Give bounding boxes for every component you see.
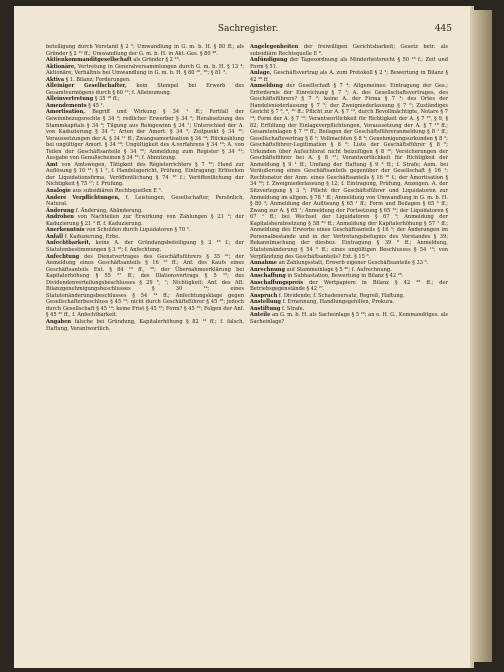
index-entry <box>250 57 448 70</box>
index-entry-term: Anfechtbarkeit, <box>46 240 91 247</box>
index-entry-text: Vertretung in Generalversammlungen durch G. m. b. H. § 13 ⁴; Aktionäre, Verhältnis bei Umwandlung in G. m. b. H. § 80 ¹⁸, ³⁵; § 81 ³. <box>46 63 244 77</box>
index-entry-term: Annahme <box>250 260 277 267</box>
index-entry-text: der Tagesordnung als Minderheitsrecht § 50 ¹⁸ f.; Zeit und Form § 51. <box>250 57 448 70</box>
index-entry-term: Aktionäre, <box>46 63 76 70</box>
index-entry <box>46 240 244 253</box>
index-entry-text: des Dienstvertrages des Geschäftsführers § 35 ⁴¹; der Anmeldung eines Geschäftsanteils § 16 ¹⁵ ff.; Anf. des Kaufs eines Geschäftsanteils Ext. § 84 ¹³ ff., ²⁶; der Übernahmeerklärung bei Kapitalerhöhung § 55 ²⁷ ff.; des Illationsvertrags § 5 ¹⁵; des Dividendenverteilungsbeschlusses § 29 ⁵, ⁷; Nichtigkeit; Anf. des Aft. Bilanzgenehmigungsbeschlusses § 30 ¹⁴; eines Statutenänderungsbeschlusses § 54 ¹⁴ ff.; Anfechtungsklage gegen Gesellschafterbeschluss § 45 ¹²; nicht durch Geschäftsführer § 45 ¹⁸; jedoch durch Gesellschaft § 45 ¹⁴; keine Frist § 45 ¹⁸; Form? § 45 ²²; Folgen der Anf. § 45 ²⁵ ff., f. Anfechtbarkeit. <box>46 253 244 319</box>
index-entry-text: f. Änderung, Abänderung. <box>75 207 143 214</box>
index-entry-term: Anlage, <box>250 70 272 77</box>
index-entry-text: der Wertpapiere in Bilanz § 42 ²⁸ ff.; der Betriebsgegenstände § 42 ²⁷. <box>250 279 449 293</box>
index-entry-term: Anstellung <box>250 299 281 306</box>
index-entry-term: Anspruch <box>250 292 278 299</box>
index-entry <box>46 162 244 188</box>
index-entry-term: Aktiva <box>46 76 65 83</box>
index-entry-term: Analogie <box>46 188 72 195</box>
index-entry-text: keine A. der Gründungsbeteiligung § 2 ¹⁸ f.; der Statutenbestimmungen § 3 ¹⁸; f. Anfechtung. <box>46 240 244 253</box>
index-entry-text: in Subhastation, Bewertung in Bilanz § 42 ²⁸. <box>287 273 404 280</box>
index-entry-text: als Gründer § 2 ¹⁵. <box>133 57 181 64</box>
index-column-left <box>46 44 244 332</box>
page-header <box>44 24 452 38</box>
index-entry-text: Begriff und Wirkung § 34 ¹ ff.; Fortfall der Gewinnbezugsrechte § 34 ⁹; redlicher Erwerber § 34 ⁵; Herabsetzung des Stammkapitals § 34 ⁶; Tilgung aus Reingewinn § 34 ⁷; Unterschied der A. von Kaduzierung § 34 ⁸; Arten der Amort. § 34 ⁹; Zeitpunkt § 34 ¹⁰; Voraussetzungen der A. § 34 ¹¹ ff.; Zwangsamortisation § 34 ¹⁴; Rückzahlung bei ungültiger Amort. § 34 ¹⁶; Ungültigkeit des A.verfahrens § 34 ¹⁸; A. von Teilen der Geschäftsanteile § 34 ²⁰; Anmeldung zum Register § 34 ²¹; Ausgabe von Genußscheinen § 34 ²²; f. Abnutzung. <box>46 109 244 162</box>
index-entry <box>46 64 244 77</box>
index-entry-text: falsche bei Gründung, Kapitalerhöhung § 82 ¹³ ff.; f. falsch, Haftung, Verantwortlich. <box>46 318 245 332</box>
index-entry <box>250 70 448 83</box>
index-column-right <box>250 44 448 326</box>
index-entry-term: Androhen <box>46 214 74 221</box>
index-entry <box>250 312 448 325</box>
index-entry <box>250 280 448 293</box>
index-entry-term: Anrechnung <box>250 266 286 273</box>
index-entry-text: von Nachteilen zur Erwirkung von Zahlungen § 21 ²; der Kaduzierung § 21 ³ ff. f. Kaduzierung. <box>46 214 245 227</box>
page-edge <box>470 10 492 662</box>
index-entry-term: Anfündigung <box>250 57 288 64</box>
index-entry-term: Anfechtung <box>46 253 80 260</box>
index-entry-text: f. Strafe. <box>281 305 305 312</box>
index-entry-term: Änderung <box>46 207 75 214</box>
index-entry-text: beteiligung durch Vorstand § 2 ²; Umwandlung in G. m. b. H. § 80 ff.; als Gründer § 2 ¹⁰ ff.; Umwandlung der G. m. b. H. in Akt.-Ges. § 80 ⁴⁶. <box>46 44 244 57</box>
index-entry <box>46 319 244 332</box>
index-entry-term: Anstiftung <box>250 305 281 312</box>
index-entry-text: f. Dividende; f. Schadenersatz, Regreß, Haftung. <box>278 292 405 299</box>
index-entry <box>250 44 448 57</box>
index-entry-term: Amendements <box>46 102 87 109</box>
index-entry <box>46 109 244 161</box>
index-entry <box>46 254 244 319</box>
index-entry-term: Anmeldung <box>250 83 283 90</box>
index-entry-term: Anteile <box>250 312 271 319</box>
index-entry-text: von Amtswegen, Tätigkeit des Registerrichters § 7 ¹⁸; Hand zur Auflösung § 10 ¹³; § 1 ², f. Handelsgericht, Prüfung, Eintragung; Erlöschen der Liquidationsfirma, Veröffentlichung § 74 ¹⁸ f.; Veröffentlichung der Nichtigkeit § 75 ¹⁷; f. Prüfung. <box>46 161 244 188</box>
index-entry <box>46 195 244 208</box>
index-entry-term: Amt <box>46 161 58 168</box>
index-entry-text: von Schulden durch Liquidatoren § 70 ³. <box>86 227 191 234</box>
index-entry-text: f. Ernennung, Handlungsgehilfen, Prokura. <box>282 299 395 306</box>
index-entry-text: auf Stammeinlage § 5 ²⁸; f. Aufrechnung. <box>286 266 392 273</box>
index-entry-term: Alleinvertretung <box>46 96 94 103</box>
index-entry-term: Alleiniger Gesellschafter, <box>46 83 127 90</box>
index-entry-term: Andere Verpflichtungen, <box>46 194 120 201</box>
index-entry-term: Aktienkommanditgesellschaft <box>46 57 132 64</box>
index-entry-text: der freiwilligen Gerichtsbarkeit; Gesetz betr. als subsidiäre Rechtsquelle E ⁶. <box>250 44 448 57</box>
book-page <box>14 6 470 668</box>
running-title: Sachregister. <box>217 24 279 34</box>
page-number: 445 <box>434 24 452 34</box>
index-entry <box>250 83 448 260</box>
index-entry-text: der Gesellschaft § 7 ⁴; Allgemeines: Eintragung der Ges.; Erfordernis der Einreichung § 7 ¹; A. des Gesellschaftsvertrages, des Geschäftsführers? § 7 ²; keine A. der Firma § 7 ⁴; des Ortes der Handelsniederlassung § 7 ⁵; der Zweigniederlassung § 7 ⁶; Zuständiges Gericht § 7 ⁸, ⁹, ¹⁰ ff.; Pflicht zur A. § 7 ¹³, durch Bevollmächtigte, Notare § 7 ¹⁴; Form der A. § 7 ¹⁵; Verantwortlichkeit für Richtigkeit der A. § 7 ¹⁶, § 9, § 82; Erfüllung der Einlageverpflichtungen, Voraussetzung der A. § 7 ¹⁸ ff.; Gesamteinlagen § 7 ¹⁸ ff.; Beilagen der Geschäftsführeranmeldung § 8 ¹ ff.; Gesellschaftsvertrag § 8 ²; Vollmachten § 8 ⁴; Genehmigungsurkunden § 8 ⁵; Geschäftsführer-Legitimation § 8 ⁶; Liste der Geschäftsführer § 8 ⁸; Urkunden über Aufsichtsrat nicht beizufügen § 8 ¹⁰; Versicherungen der Geschäftsführer bei A. § 8 ¹²; Verantwortlichkeit für Richtigkeit der Anmeldung § 9 ¹ ff.; Umfang der Haftung § 9 ⁴ ff.; f. Strafe; Anm. bei Veräußerung eines Geschäftsanteils gegenüber der Gesellschaft § 16 ¹; Rechtsnatur der Anm. eines Geschäftsanteils § 16 ¹⁸ f.; der Amortisation § 34 ²⁰; f. Zweigniederlassung § 12; f. Eintragung, Prüfung, Anzeigen. A. der Sitzverlegung § 3 ⁵; Pflicht der Geschäftsführer und Liquidatoren zur Anmeldung im allgem. § 78 ¹ ff.; Anmeldung von Umwandlung in G. m. b. H. § 80 ²; Anmeldung der Auflösung § 65 ¹ ff.; Form und Beilagen § 65 ⁶ ff.; Zwang zur A. § 65 ⁷; Anmeldung der Fortsetzung § 65 ¹⁰; der Liquidatoren § 67 ¹ ff.; bei Wechsel der Liquidatoren § 67 ⁵; Anmeldung der Kapitalsherabsetzung § 58 ²⁹ ff.; Anmeldung der Kapitalerhöhung § 57 ¹ ff.; Anmeldung des Erwerbs eines Geschäftsanteils § 16 ³; der Änderungen im Personalbestande und in der Vertretungsbefugnis des Vorstandes § 39; Bekanntmachung der diesbez. Eintragung § 39 ⁸ ff.; Anmeldung, Statutenänderung § 54 ⁵ ff.; eines ungültigen Beschlusses § 54 ¹³; von Verpfändung des Geschäftsanteils? Ext. § 15 ⁸. <box>250 83 448 260</box>
index-entry-text: f. Kaduzierung, Erbe. <box>64 233 120 240</box>
index-entry-text: § 45 ². <box>88 102 105 109</box>
index-entry-text: an G. m. b. H. als Sacheinlage § 5 ²²; an o. H. G., Kommanditges. als Sacheinlage? <box>250 312 448 325</box>
index-entry-term: Amortisation, <box>46 109 86 116</box>
index-entry-term: Anschaffungspreis <box>250 279 303 286</box>
index-entry-term: Angaben <box>46 318 72 325</box>
index-entry <box>46 214 244 227</box>
index-entry <box>46 44 244 57</box>
index-entry-term: Anfall <box>46 233 64 240</box>
index-entry-term: Anerkenntnis <box>46 227 85 234</box>
index-entry-text: f. Leistungen, Gesellschafter, Persönlich, Natural. <box>46 194 245 208</box>
index-entry-term: Anschaffung <box>250 273 286 280</box>
index-entry-text: Geschäftsvertrag als A. zum Protokoll § 2 ²; Bewertung in Bilanz § 42 ²⁹ ff. <box>250 70 448 83</box>
index-entry-text: § 1. Bilanz; Forderungen. <box>65 76 131 83</box>
index-entry-text: kein Stempel bei Erwerb des Gesamtvermögens durch § 60 ¹²; f. Alleinumung. <box>46 83 245 96</box>
index-entry-text: aus subsidiären Rechtsquellen E ⁵. <box>72 188 163 195</box>
index-entry-text: § 35 ¹⁸ ff.; <box>94 96 120 103</box>
index-entry-term: Angelegenheiten <box>250 44 299 50</box>
index-entry-text: an Zahlungsstatt, Erwerb eigener Geschäftsanteile § 33 ⁶. <box>278 260 429 267</box>
index-entry <box>46 83 244 96</box>
